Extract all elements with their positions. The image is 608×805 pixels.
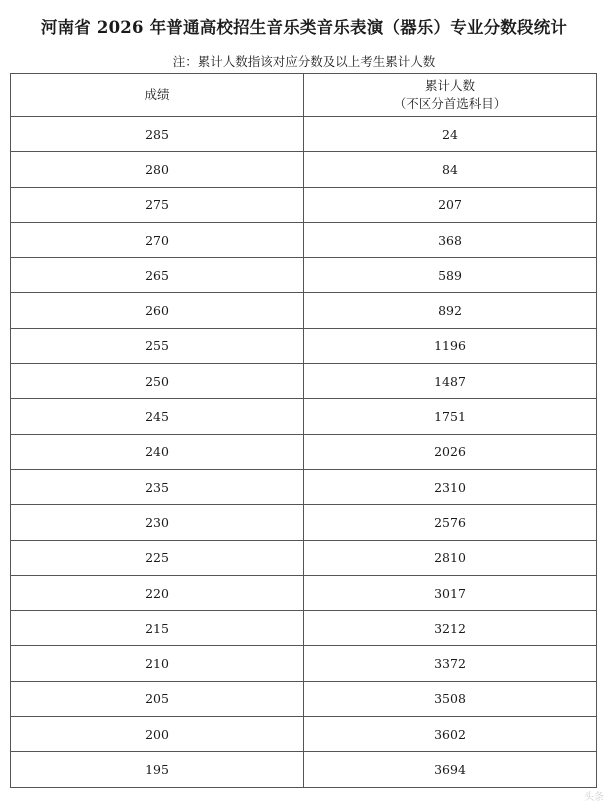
cumulative-count-column-header xyxy=(304,74,597,117)
score-cell: 265 xyxy=(11,258,304,293)
cumulative-count-cell: 24 xyxy=(304,117,597,152)
cumulative-count-cell: 589 xyxy=(304,258,597,293)
table-row xyxy=(11,258,597,293)
table-row xyxy=(11,117,597,152)
table-header-row xyxy=(11,74,597,117)
cumulative-count-cell: 2810 xyxy=(304,540,597,575)
table-row xyxy=(11,187,597,222)
score-cell: 240 xyxy=(11,434,304,469)
table-row xyxy=(11,681,597,716)
score-cell: 285 xyxy=(11,117,304,152)
score-cell: 255 xyxy=(11,328,304,363)
score-cell: 235 xyxy=(11,469,304,504)
table-row xyxy=(11,540,597,575)
table-row xyxy=(11,293,597,328)
watermark: 头条 xyxy=(584,792,604,803)
score-cell: 210 xyxy=(11,646,304,681)
score-cell: 215 xyxy=(11,611,304,646)
table-row xyxy=(11,399,597,434)
cumulative-count-cell: 1751 xyxy=(304,399,597,434)
page-title: 河南省 2026 年普通高校招生音乐类音乐表演（器乐）专业分数段统计 xyxy=(40,18,568,37)
score-cell: 195 xyxy=(11,752,304,787)
score-distribution-table xyxy=(10,73,597,788)
table-row xyxy=(11,364,597,399)
score-cell: 270 xyxy=(11,222,304,257)
score-cell: 205 xyxy=(11,681,304,716)
cumulative-count-cell: 84 xyxy=(304,152,597,187)
score-column-header: 成绩 xyxy=(11,74,304,117)
score-cell: 220 xyxy=(11,575,304,610)
cumulative-count-cell: 3508 xyxy=(304,681,597,716)
cumulative-count-cell: 2576 xyxy=(304,505,597,540)
table-note: 注：累计人数指该对应分数及以上考生累计人数 xyxy=(172,54,436,69)
table-row xyxy=(11,611,597,646)
table-row xyxy=(11,752,597,787)
score-cell: 260 xyxy=(11,293,304,328)
score-cell: 225 xyxy=(11,540,304,575)
cumulative-header-line1: 累计人数 xyxy=(424,78,475,93)
cumulative-count-cell: 892 xyxy=(304,293,597,328)
table-row xyxy=(11,505,597,540)
cumulative-count-cell: 3372 xyxy=(304,646,597,681)
score-cell: 250 xyxy=(11,364,304,399)
score-cell: 280 xyxy=(11,152,304,187)
cumulative-count-cell: 1487 xyxy=(304,364,597,399)
cumulative-count-cell: 3694 xyxy=(304,752,597,787)
cumulative-header-line2: （不区分首选科目） xyxy=(393,96,507,111)
table-row xyxy=(11,646,597,681)
cumulative-count-cell: 3212 xyxy=(304,611,597,646)
table-row xyxy=(11,152,597,187)
cumulative-count-cell: 3017 xyxy=(304,575,597,610)
table-row xyxy=(11,469,597,504)
score-cell: 275 xyxy=(11,187,304,222)
cumulative-count-cell: 3602 xyxy=(304,717,597,752)
score-cell: 245 xyxy=(11,399,304,434)
table-row xyxy=(11,717,597,752)
cumulative-count-cell: 368 xyxy=(304,222,597,257)
table-row xyxy=(11,434,597,469)
cumulative-count-cell: 1196 xyxy=(304,328,597,363)
cumulative-count-cell: 2310 xyxy=(304,469,597,504)
cumulative-count-cell: 207 xyxy=(304,187,597,222)
table-row xyxy=(11,575,597,610)
cumulative-count-cell: 2026 xyxy=(304,434,597,469)
score-cell: 200 xyxy=(11,717,304,752)
table-row xyxy=(11,328,597,363)
table-row xyxy=(11,222,597,257)
score-cell: 230 xyxy=(11,505,304,540)
